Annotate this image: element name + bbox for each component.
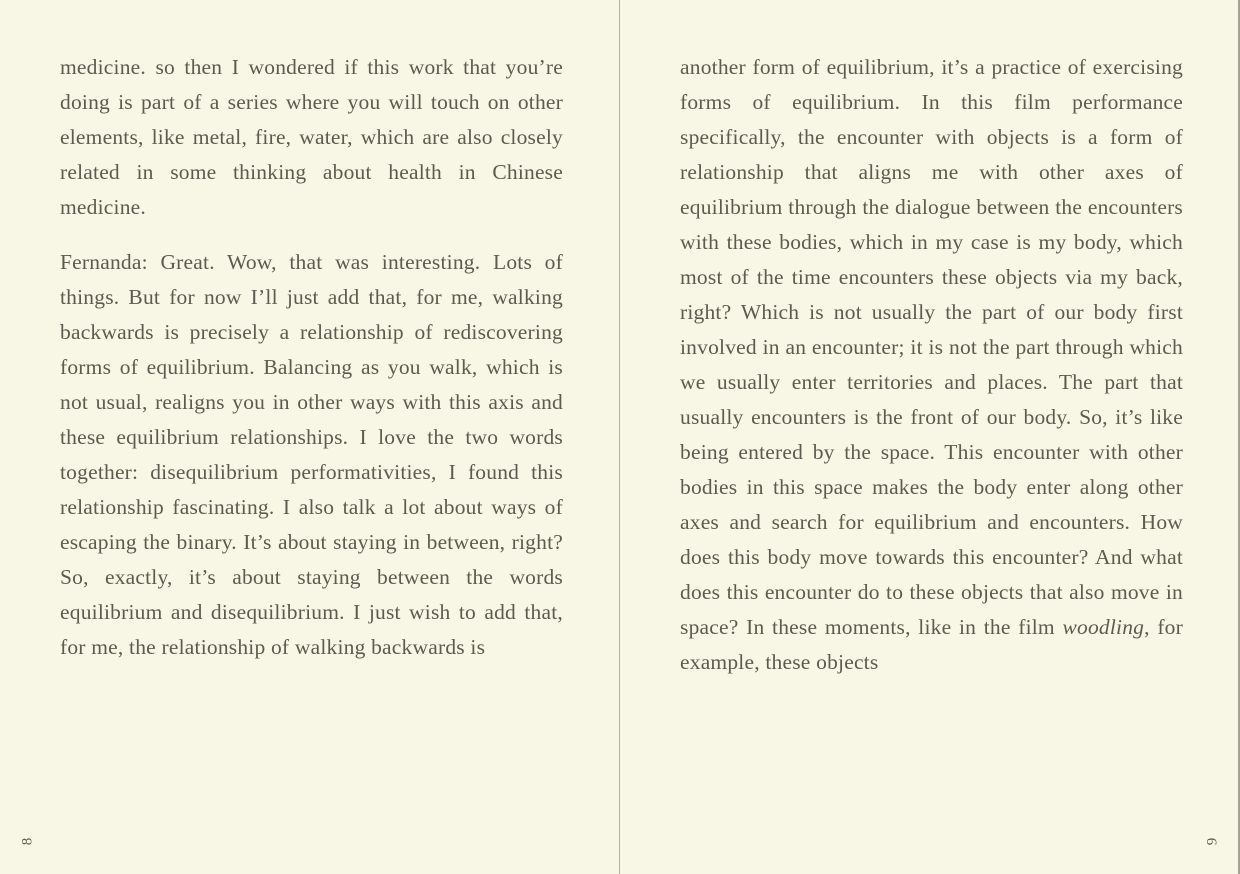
right-page-number: 9: [1203, 837, 1220, 846]
left-page-paragraph-1: medicine. so then I wondered if this work that you’re doing is part of a series where you will touch on other elements, like metal, fire, water, which are also closely related in some thinking about health in Chinese medicine.: [60, 55, 563, 219]
right-page-paragraph-1: [680, 50, 1183, 680]
right-page-text-after-italic: , for example, these objects: [680, 615, 1183, 674]
left-page-paragraph-2: Fernanda: Great. Wow, that was interesting. Lots of things. But for now I’ll just add that, for me, walking backwards is precisely a relationship of rediscovering forms of equilibrium. Balancing as you walk, which is not usual, realigns you in other ways with this axis and these equilibrium relationships. I love the two words together: disequilibrium performativities, I found this relationship fascinating. I also talk a lot about ways of escaping the binary. It’s about staying in between, right? So, exactly, it’s about staying between the words equilibrium and disequilibrium. I just wish to add that, for me, the relationship of walking backwards is: [60, 250, 563, 659]
right-page-text-block: [680, 50, 1183, 680]
right-page: [620, 0, 1240, 874]
right-page-text-before-italic: another form of equilibrium, it’s a practice of exercising forms of equilibrium. In this film performance specifically, the encounter with objects is a form of relationship that aligns me with other axes of equilibrium through the dialogue between the encounters with these bodies, which in my case is my body, which most of the time encounters these objects via my back, right? Which is not usually the part of our body first involved in an encounter; it is not the part through which we usually enter territories and places. The part that usually encounters is the front of our body. So, it’s like being entered by the space. This encounter with other bodies in this space makes the body enter along other axes and search for equilibrium and encounters. How does this body move towards this encounter? And what does this encounter do to these objects that also move in space? In these moments, like in the film: [680, 55, 1183, 639]
left-page-number: 8: [19, 837, 36, 846]
left-page-text-block: [60, 50, 563, 665]
right-page-italic-word: woodling: [1062, 615, 1145, 639]
